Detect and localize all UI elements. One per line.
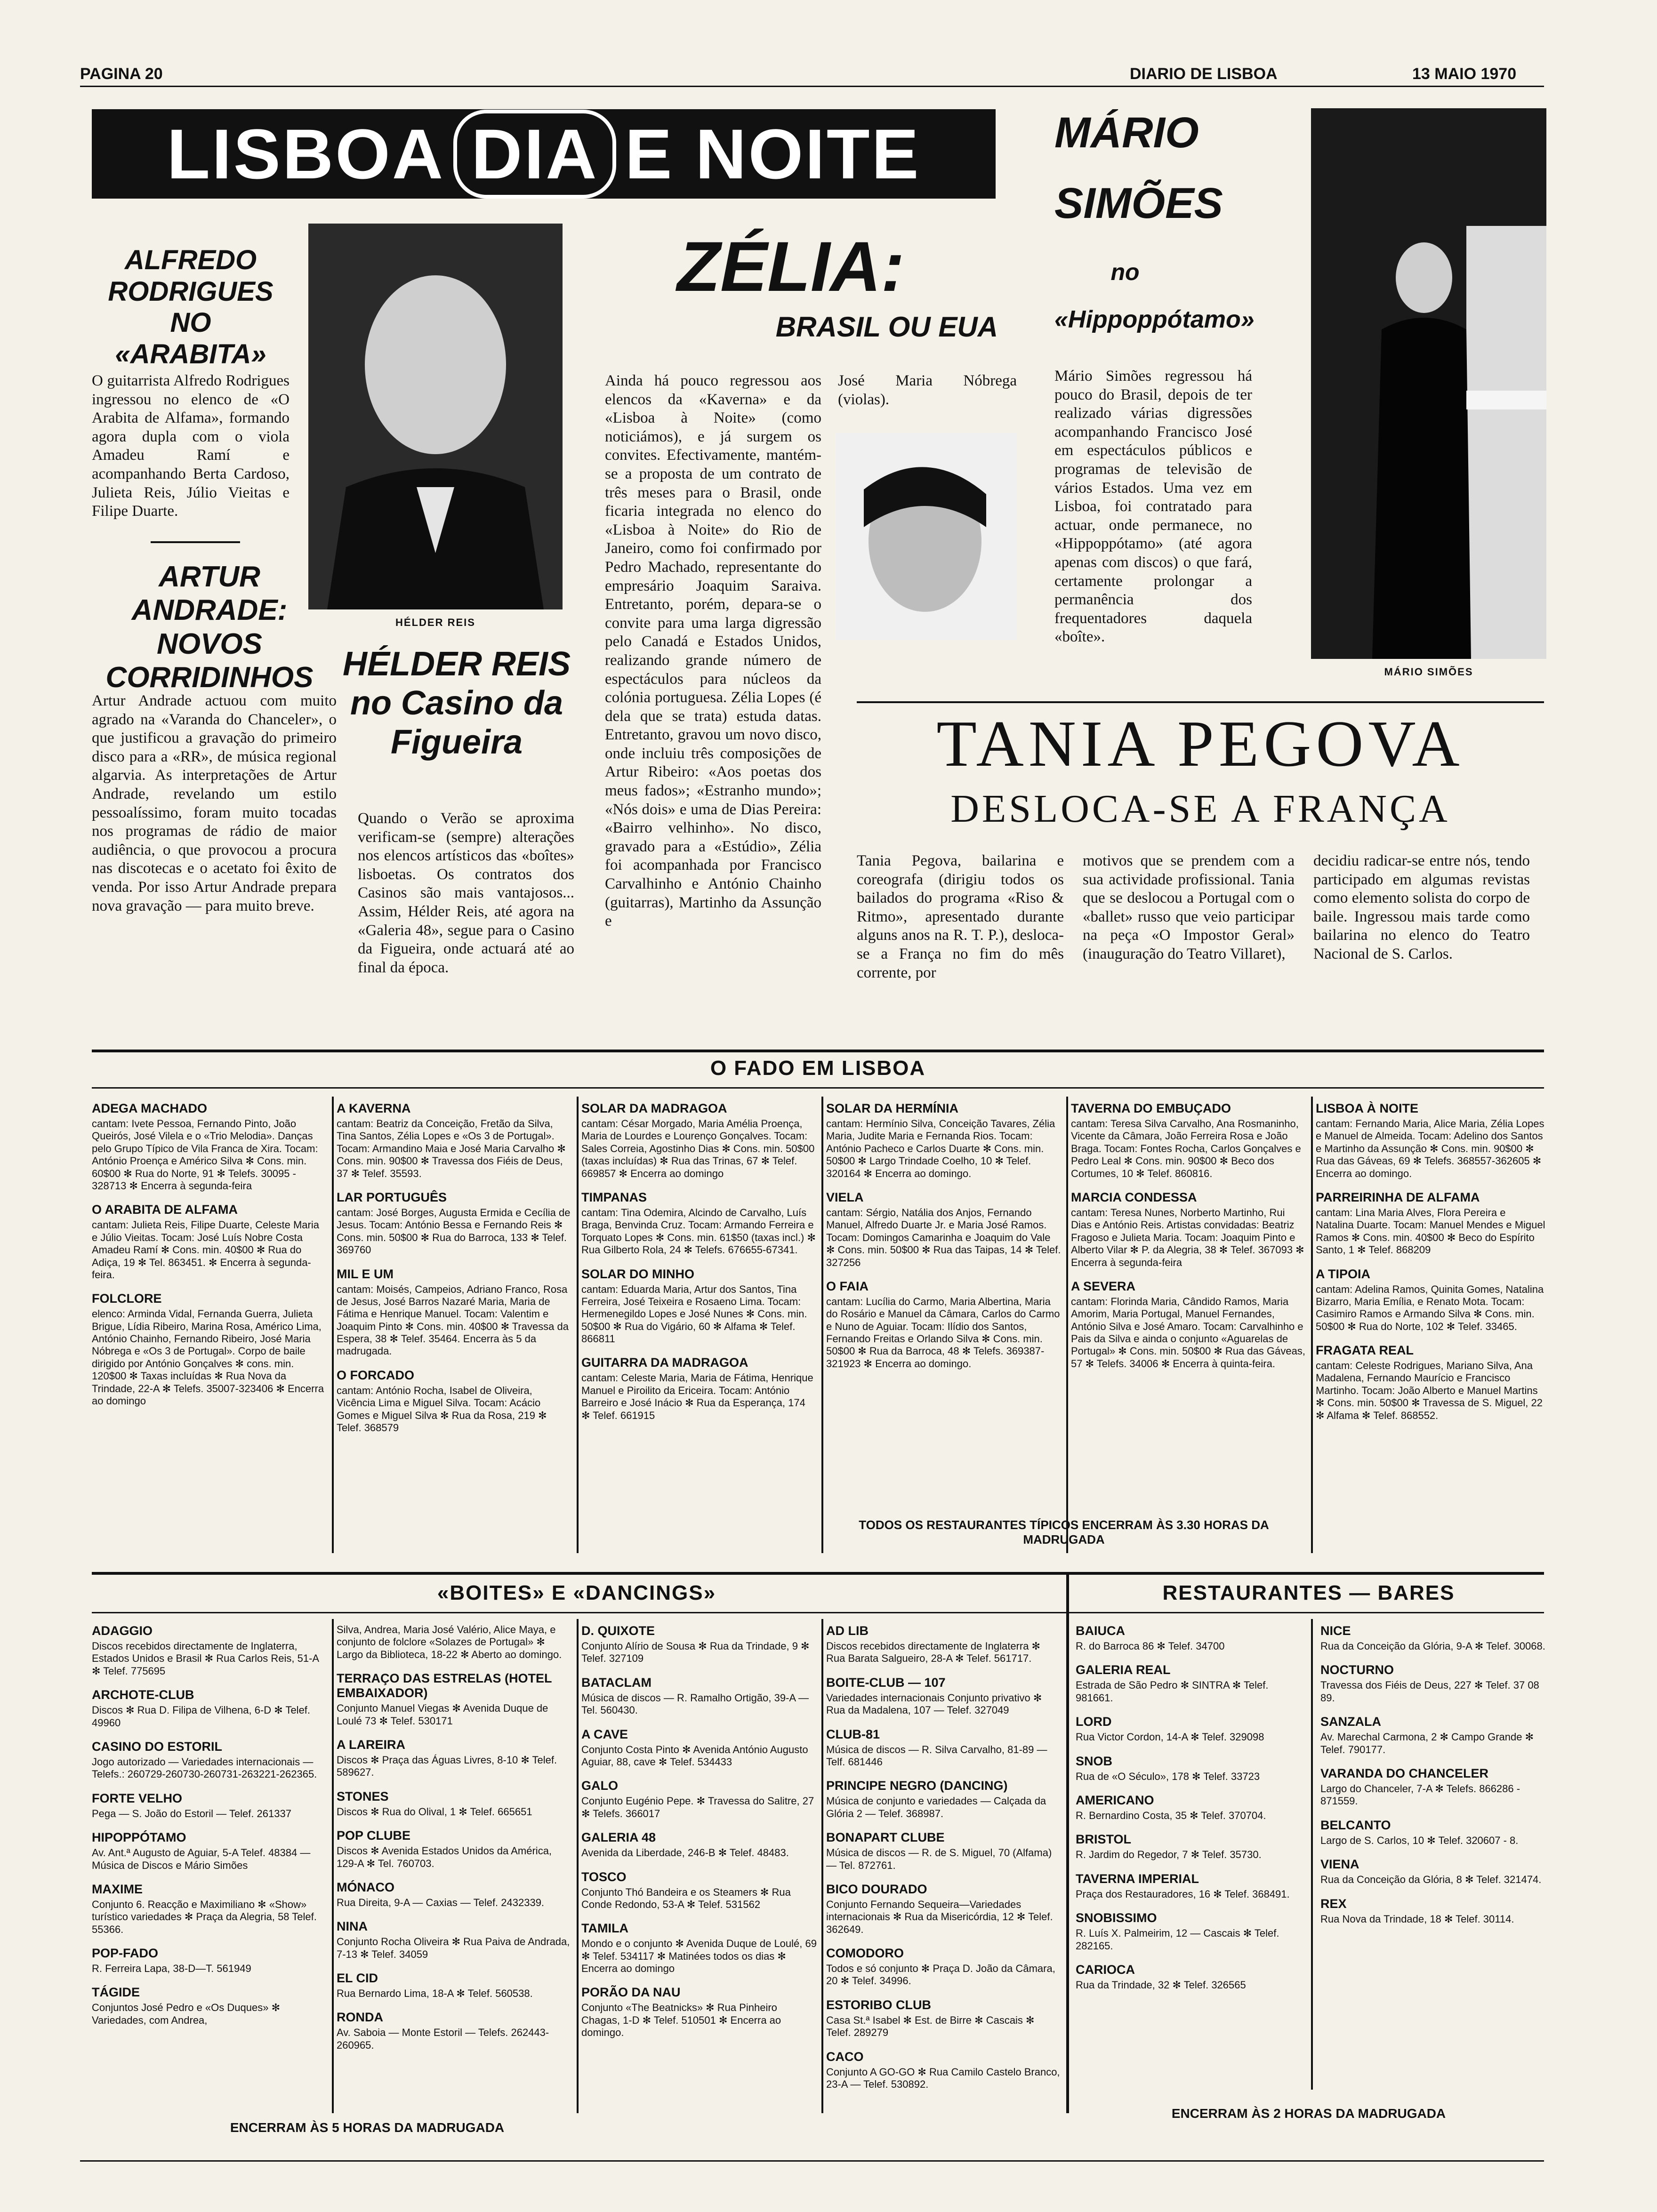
listing-name: GALERIA REAL [1076, 1663, 1171, 1677]
helder-body: Quando o Verão se aproxima verificam-se (sempre) alterações nos elencos artísticos das «boîtes» lisboetas. Os contratos dos Casinos são mais vantajosos... Assim, Hélder Reis, até agora na «Galeria 48», segue para o Casino da Figueira, onde actuará até ao final da época. [358, 810, 574, 976]
portrait-illustration [836, 433, 1017, 640]
listing-name: CACO [826, 2049, 864, 2064]
listing-entry [1071, 1101, 1306, 1180]
listing-details: elenco: Arminda Vidal, Fernanda Guerra, Julieta Brigue, Lídia Ribeiro, Marina Rosa, Américo Lima, António Chainho, Fernando Ribeiro, José Maria Nóbrega e «Os 3 de Portugal». Corpo de baile dirigido por António Gonçalves ✻ cons. min. 120$00 ✻ Taxas incluídas ✻ Rua Nova da Trindade, 22-A ✻ Telefs. 35007-323406 ✻ Encerra ao domingo [92, 1308, 324, 1407]
listing-name: SANZALA [1320, 1715, 1381, 1729]
listing-details: cantam: Julieta Reis, Filipe Duarte, Celeste Maria e Júlio Vieitas. Tocam: José Luís Nobre Costa Amadeu Ramí ✻ Cons. min. 40$00 ✻ Rua do Adiça, 19 ✻ Tel. 863451. ✻ Encerra à segunda-feira. [92, 1219, 319, 1281]
column-rule [821, 1619, 823, 2113]
listing-details: Rua Direita, 9-A — Caxias — Telef. 2432339. [337, 1896, 545, 1908]
listing-name: COMODORO [826, 1946, 904, 1961]
listing-entry [337, 1267, 572, 1358]
listing-entry [337, 1880, 572, 1909]
listing-details: Variedades internacionais Conjunto privativo ✻ Rua da Madalena, 107 — Telef. 327049 [826, 1691, 1042, 1716]
listing-details: Conjunto Alírio de Sousa ✻ Rua da Trindade, 9 ✻ Telef. 327109 [581, 1640, 810, 1665]
banner-right: E NOITE [625, 114, 921, 193]
listing-details: Discos ✻ Praça das Águas Livres, 8-10 ✻ Telef. 589627. [337, 1754, 557, 1779]
listing-details: Jogo autorizado — Variedades internacionais — Telefs.: 260729-260730-260731-263221-262365. [92, 1755, 317, 1780]
listing-details: Rua de «O Século», 178 ✻ Telef. 33723 [1076, 1770, 1260, 1782]
banner-left: LISBOA [167, 114, 445, 193]
listing-name: MÓNACO [337, 1880, 394, 1894]
listing-entry [1320, 1766, 1546, 1808]
listing-details: cantam: Sérgio, Natália dos Anjos, Fernando Manuel, Alfredo Duarte Jr. e Maria José Ramos. Tocam: Domingos Camarinha e Joaquim do Vale ✻ Cons. min. 50$00 ✻ Rua das Taipas, 14 ✻ Telef. 327256 [826, 1206, 1061, 1268]
listing-name: CASINO DO ESTORIL [92, 1739, 223, 1754]
listing-name: LAR PORTUGUÊS [337, 1190, 447, 1204]
listing-details: Conjunto A GO-GO ✻ Rua Camilo Castelo Branco, 23-A — Telef. 530892. [826, 2066, 1060, 2091]
listing-entry [581, 1190, 817, 1257]
listing-entry [1076, 1832, 1302, 1861]
listing-details: R. do Barroca 86 ✻ Telef. 34700 [1076, 1640, 1225, 1652]
listing-details: Conjunto Fernando Sequeira—Variedades internacionais ✻ Rua da Misericórdia, 12 ✻ Telef. 362649. [826, 1898, 1053, 1935]
listing-details: cantam: Beatriz da Conceição, Fretão da Silva, Tina Santos, Zélia Lopes e «Os 3 de Portugal». Tocam: Armandino Maia e José Maria Carvalho ✻ Cons. min. 90$00 ✻ Travessa dos Fiéis de Deus, 37 ✻ Telef. 35593. [337, 1118, 566, 1179]
listing-entry [826, 1101, 1062, 1180]
listing-details: Estrada de São Pedro ✻ SINTRA ✻ Telef. 981661. [1076, 1679, 1269, 1704]
listing-details: Silva, Andrea, Maria José Valério, Alice Maya, e conjunto de folclore «Solazes de Portugal» ✻ Largo da Biblioteca, 18-22 ✻ Aberto ao domingo. [337, 1624, 562, 1660]
listing-name: ARCHOTE-CLUB [92, 1688, 194, 1702]
listing-entry [1071, 1279, 1306, 1370]
column-rule [332, 1619, 334, 2113]
listing-name: GALERIA 48 [581, 1830, 656, 1845]
listing-name: O FAIA [826, 1279, 869, 1293]
fado-col-5 [1071, 1101, 1306, 1380]
divider [857, 701, 1544, 703]
listing-name: VARANDA DO CHANCELER [1320, 1766, 1488, 1780]
listing-details: cantam: Fernando Maria, Alice Maria, Zélia Lopes e Manuel de Almeida. Tocam: Adelino dos Santos e Martinho da Assunção ✻ Cons. min. 90$00 ✻ Rua das Gáveas, 69 ✻ Telefs. 368557-362605 ✻ Encerra ao domingo. [1316, 1118, 1544, 1179]
listing-entry [826, 1190, 1062, 1269]
listing-details: R. Bernardino Costa, 35 ✻ Telef. 370704. [1076, 1809, 1266, 1821]
listing-entry [337, 1919, 572, 1961]
listing-details: cantam: Adelina Ramos, Quinita Gomes, Natalina Bizarro, Maria Emília, e Renato Mota. Tocam: Casimiro Ramos e Armando Silva ✻ Cons. min. 50$00 ✻ Rua do Norte, 102 ✻ Telef. 33465. [1316, 1283, 1544, 1332]
boites-col-1 [92, 1624, 327, 2037]
listing-name: BRISTOL [1076, 1832, 1132, 1847]
boites-closing-note: ENCERRAM ÀS 5 HORAS DA MADRUGADA [230, 2120, 505, 2135]
listing-entry [581, 1921, 817, 1975]
section-rule [92, 1612, 1544, 1613]
listing-entry [581, 1355, 817, 1422]
listing-name: FORTE VELHO [92, 1791, 183, 1805]
section-rule [92, 1050, 1544, 1052]
mario-caption: MÁRIO SIMÕES [1384, 666, 1473, 678]
listing-entry [1076, 1715, 1302, 1743]
listing-details: cantam: Moisés, Campeios, Adriano Franco, Rosa de Jesus, José Barros Nazaré Maria, Maria de Fátima e Henrique Manuel. Tocam: Valentim e Joaquim Pinto ✻ Cons. min. 40$00 ✻ Travessa da Espera, 38 ✻ Telef. 35464. Encerra às 5 da madrugada. [337, 1283, 569, 1357]
listing-details: cantam: Teresa Nunes, Norberto Martinho, Rui Dias e António Reis. Artistas convidadas: Beatriz Fragoso e Julieta Maria. Tocam: Joaquim Pinto e Alberto Vilar ✻ P. da Alegria, 38 ✻ Telef. 367093 ✻ Encerra à segunda-feira [1071, 1206, 1304, 1268]
listing-details: Discos ✻ Rua D. Filipa de Vilhena, 6-D ✻ Telef. 49960 [92, 1704, 311, 1729]
listing-details: Av. Marechal Carmona, 2 ✻ Campo Grande ✻ Telef. 790177. [1320, 1731, 1534, 1755]
listing-entry [581, 1267, 817, 1346]
listing-entry [92, 1624, 327, 1677]
listing-entry [826, 1727, 1062, 1769]
listing-details: Discos recebidos directamente de Inglaterra, Estados Unidos e Brasil ✻ Rua Carlos Reis, 51-A ✻ Telef. 775695 [92, 1640, 319, 1677]
listing-entry [826, 1779, 1062, 1820]
listing-entry [337, 1789, 572, 1818]
listing-name: STONES [337, 1789, 389, 1803]
column-rule [332, 1097, 334, 1553]
listing-entry [337, 1101, 572, 1180]
portrait-illustration [308, 224, 563, 609]
mario-heading-3: no [1110, 259, 1140, 285]
listing-details: Pega — S. João do Estoril — Telef. 261337 [92, 1807, 291, 1819]
boites-title: «BOITES» E «DANCINGS» [437, 1581, 716, 1604]
column-rule [1066, 1572, 1069, 2113]
listing-name: A SEVERA [1071, 1279, 1136, 1293]
listing-name: PORÃO DA NAU [581, 1985, 681, 2000]
listing-name: A CAVE [581, 1727, 628, 1741]
listing-entry [1320, 1715, 1546, 1756]
listing-name: BELCANTO [1320, 1818, 1391, 1832]
listing-details: cantam: Teresa Silva Carvalho, Ana Rosmaninho, Vicente da Câmara, João Ferreira Rosa e João Braga. Tocam: Fontes Rocha, Carlos Gonçalves e Pedro Leal ✻ Cons. min. 90$00 ✻ Beco dos Cortumes, 10 ✻ Telef. 860816. [1071, 1118, 1301, 1179]
listing-details: Discos recebidos directamente de Inglaterra ✻ Rua Barata Salgueiro, 28-A ✻ Telef. 561717. [826, 1640, 1040, 1665]
listing-name: REX [1320, 1896, 1347, 1911]
listing-entry [1316, 1343, 1546, 1422]
mario-simoes-photo [1311, 108, 1546, 659]
fado-col-6 [1316, 1101, 1546, 1432]
boites-col-4 [826, 1624, 1062, 2101]
listing-details: Casa St.ª Isabel ✻ Est. de Birre ✻ Cascais ✻ Telef. 289279 [826, 2014, 1035, 2039]
listing-name: VIENA [1320, 1857, 1359, 1872]
listing-name: AMERICANO [1076, 1793, 1154, 1807]
listing-details: Música de conjunto e variedades — Calçada da Glória 2 — Telef. 368987. [826, 1795, 1046, 1819]
listing-entry [826, 1830, 1062, 1872]
fado-closing-note: TODOS OS RESTAURANTES TÍPICOS ENCERRAM ÀS 3.30 HORAS DA MADRUGADA [859, 1518, 1269, 1547]
listing-details: Av. Saboia — Monte Estoril — Telefs. 262443-260965. [337, 2027, 549, 2051]
listing-entry [581, 1675, 817, 1717]
fado-col-1 [92, 1101, 327, 1418]
listing-details: Rua Nova da Trindade, 18 ✻ Telef. 30114. [1320, 1913, 1514, 1925]
listing-details: Discos ✻ Rua do Olival, 1 ✻ Telef. 665651 [337, 1805, 532, 1818]
listing-name: NINA [337, 1919, 368, 1934]
issue-date: 13 MAIO 1970 [1412, 65, 1517, 83]
listing-name: MARCIA CONDESSA [1071, 1190, 1197, 1204]
listing-name: POP-FADO [92, 1946, 159, 1961]
listing-details: cantam: António Rocha, Isabel de Oliveira, Vicência Lima e Miguel Silva. Tocam: Acácio Gomes e Miguel Silva ✻ Rua da Rosa, 219 ✻ Telef. 368579 [337, 1384, 547, 1434]
listing-name: CLUB-81 [826, 1727, 880, 1741]
listing-name: VIELA [826, 1190, 864, 1204]
listing-entry [826, 1624, 1062, 1665]
helder-heading: HÉLDER REIS no Casino da Figueira [342, 645, 571, 761]
listing-name: A LAREIRA [337, 1737, 405, 1752]
alfredo-body: O guitarrista Alfredo Rodrigues ingressou no elenco de «O Arabita de Alfama», formando agora dupla com o viola Amadeu Ramí e acompanhando Berta Cardoso, Julieta Reis, Júlio Vieitas e Filipe Duarte. [92, 372, 290, 520]
listing-details: Música de discos — R. Ramalho Ortigão, 39-A — Tel. 560430. [581, 1691, 809, 1716]
listing-entry [337, 2010, 572, 2052]
listing-entry [337, 1971, 572, 2000]
listing-entry [1320, 1897, 1546, 1925]
listing-name: TAVERNA DO EMBUÇADO [1071, 1101, 1231, 1115]
listing-entry [1071, 1190, 1306, 1269]
listing-entry [337, 1190, 572, 1257]
listing-details: Música de discos — R. de S. Miguel, 70 (Alfama) — Tel. 872761. [826, 1847, 1052, 1871]
listing-details: Conjunto Costa Pinto ✻ Avenida António Augusto Aguiar, 88, cave ✻ Telef. 534433 [581, 1743, 808, 1768]
column-rule [821, 1097, 823, 1553]
listing-details: cantam: Lina Maria Alves, Flora Pereira e Natalina Duarte. Tocam: Manuel Mendes e Miguel Ramos ✻ Cons. min. 40$00 ✻ Beco do Espírito Santo, 1 ✻ Telef. 868209 [1316, 1206, 1545, 1256]
listing-name: GUITARRA DA MADRAGOA [581, 1355, 748, 1370]
listing-name: A TIPOIA [1316, 1266, 1371, 1281]
listing-name: SOLAR DO MINHO [581, 1266, 694, 1281]
listing-details: Rua Bernardo Lima, 18-A ✻ Telef. 560538. [337, 1988, 533, 2000]
listing-details: Travessa dos Fiéis de Deus, 227 ✻ Telef. 37 08 89. [1320, 1679, 1539, 1704]
listing-details: Rua da Conceição da Glória, 8 ✻ Telef. 321474. [1320, 1874, 1542, 1886]
listing-entry [581, 1830, 817, 1859]
mario-body: Mário Simões regressou há pouco do Brasil, depois de ter realizado várias digressões acompanhando Francisco José em espectáculos públicos e programas de televisão de vários Estados. Uma vez em Lisboa, foi contratado para actuar, onde permanece, no «Hippoppótamo» (até agora apenas com discos) o que fará, certamente prolongar a permanência dos frequentadores daquela «boîte». [1054, 368, 1252, 646]
listing-entry [337, 1671, 572, 1727]
listing-name: HIPOPPÓTAMO [92, 1830, 186, 1845]
listing-details: R. Ferreira Lapa, 38-D—T. 561949 [92, 1963, 251, 1975]
zelia-subheading: BRASIL OU EUA [775, 311, 998, 343]
listing-name: ADAGGIO [92, 1624, 153, 1638]
listing-name: PRINCIPE NEGRO (DANCING) [826, 1779, 1008, 1793]
listing-name: BOITE-CLUB — 107 [826, 1675, 946, 1690]
listing-details: Largo de S. Carlos, 10 ✻ Telef. 320607 - 8. [1320, 1834, 1519, 1846]
listing-details: Conjunto 6. Reacção e Maximiliano ✻ «Show» turístico variedades ✻ Praça da Alegria, 58 Telef. 55366. [92, 1898, 317, 1935]
listing-name: RONDA [337, 2010, 383, 2025]
listing-entry [1076, 1663, 1302, 1704]
banner-middle: DIA [453, 110, 616, 199]
boites-col-3 [581, 1624, 817, 2050]
column-rule [577, 1097, 579, 1553]
listing-entry [337, 1828, 572, 1870]
listing-name: ADEGA MACHADO [92, 1101, 207, 1115]
listing-name: A KAVERNA [337, 1101, 411, 1115]
listing-name: SNOB [1076, 1754, 1113, 1768]
page-number: PAGINA 20 [80, 65, 163, 83]
listing-details: Música de discos — R. Silva Carvalho, 81-89 — Telf. 681446 [826, 1743, 1047, 1768]
listing-entry [1320, 1818, 1546, 1847]
column-rule [1311, 1619, 1313, 2090]
listing-entry [337, 1368, 572, 1435]
listing-details: cantam: Eduarda Maria, Artur dos Santos, Tina Ferreira, José Teixeira e Rosaeno Lima. Tocam: Hermenegildo Lopes e José Nunes ✻ Cons. min. 50$00 ✻ Rua do Vigário, 60 ✻ Alfama ✻ Telef. 866811 [581, 1283, 807, 1345]
tania-heading: TANIA PEGOVA [936, 707, 1464, 780]
listing-name: TAMILA [581, 1921, 628, 1936]
listing-details: cantam: Hermínio Silva, Conceição Tavares, Zélia Maria, Judite Maria e Fernanda Rios. Tocam: António Pacheco e Carlos Duarte ✻ Cons. min. 50$00 ✻ Largo Trindade Coelho, 10 ✻ Telef. 320164 ✻ Encerra ao domingo. [826, 1118, 1055, 1179]
listing-entry [826, 1998, 1062, 2039]
listing-name: NICE [1320, 1624, 1351, 1638]
listing-details: R. Jardim do Regedor, 7 ✻ Telef. 35730. [1076, 1849, 1262, 1861]
listing-name: SNOBISSIMO [1076, 1911, 1157, 1925]
listing-details: cantam: Ivete Pessoa, Fernando Pinto, João Queirós, José Vilela e o «Trio Melodia». Danças pelo Grupo Típico de Vila Franca de Xira. Tocam: António Proença e Américo Silva ✻ Cons. min. 60$00 ✻ Rua do Norte, 91 ✻ Telefs. 30095 - 328713 ✻ Encerra à segunda-feira [92, 1118, 318, 1192]
listing-name: SOLAR DA MADRAGOA [581, 1101, 727, 1115]
performer-illustration [1311, 108, 1546, 659]
listing-name: O FORCADO [337, 1368, 414, 1382]
listing-entry [92, 1985, 327, 2027]
listing-entry [337, 1738, 572, 1779]
divider [151, 541, 240, 543]
listing-entry [92, 1739, 327, 1781]
listing-details: Conjunto Manuel Viegas ✻ Avenida Duque de Loulé 73 ✻ Telef. 530171 [337, 1702, 548, 1727]
header-rule [80, 86, 1544, 87]
listing-details: cantam: Lucília do Carmo, Maria Albertina, Maria do Rosário e Manuel da Câmara, Carlos do Carmo e Nuno de Aguiar. Tocam: Ilídio dos Santos, Fernando Freitas e Orlando Silva ✻ Cons. min. 50$00 ✻ Rua da Barroca, 48 ✻ Telefs. 369387-321923 ✻ Encerra ao domingo. [826, 1295, 1060, 1370]
listing-entry [1316, 1190, 1546, 1257]
restaurantes-col-1 [1076, 1624, 1302, 2002]
fado-col-4 [826, 1101, 1062, 1380]
listing-entry [826, 1882, 1062, 1936]
listing-entry [1316, 1267, 1546, 1333]
helder-caption: HÉLDER REIS [395, 617, 475, 628]
listing-entry [581, 1985, 817, 2039]
listing-name: TÁGIDE [92, 1985, 140, 2000]
restaurantes-closing-note: ENCERRAM ÀS 2 HORAS DA MADRUGADA [1171, 2106, 1446, 2121]
listing-name: BAIUCA [1076, 1624, 1125, 1638]
tania-col2: motivos que se prendem com a sua actividade profissional. Tania que se deslocou a Portugal com o «ballet» russo que veio participar na peça «O Impostor Geral» (inauguração do Teatro Villaret), [1083, 852, 1295, 962]
fado-title: O FADO EM LISBOA [710, 1057, 926, 1080]
mario-heading-2: SIMÕES [1054, 179, 1223, 227]
listing-name: BONAPART CLUBE [826, 1830, 945, 1845]
listing-details: Largo do Chanceler, 7-A ✻ Telefs. 866286 - 871559. [1320, 1782, 1520, 1807]
listing-name: LISBOA À NOITE [1316, 1101, 1419, 1115]
listing-entry [581, 1624, 817, 1665]
listing-details: cantam: César Morgado, Maria Amélia Proença, Maria de Lourdes e Lourenço Gonçalves. Tocam: Sales Correia, Agostinho Dias ✻ Cons. min. 50$00 (taxas incluídas) ✻ Rua das Trinas, 67 ✻ Telef. 669857 ✻ Encerra ao domingo [581, 1118, 815, 1179]
listing-details: Rua Victor Cordon, 14-A ✻ Telef. 329098 [1076, 1731, 1264, 1743]
listing-name: ESTORIBO CLUB [826, 1997, 932, 2012]
listing-details: Todos e só conjunto ✻ Praça D. João da Câmara, 20 ✻ Telef. 34996. [826, 1963, 1055, 1987]
listing-name: POP CLUBE [337, 1828, 411, 1843]
listing-name: MIL E UM [337, 1266, 394, 1281]
listing-entry [92, 1291, 327, 1407]
listing-entry [92, 1830, 327, 1872]
listing-name: EL CID [337, 1971, 378, 1986]
listing-entry [581, 1779, 817, 1820]
listing-name: NOCTURNO [1320, 1663, 1394, 1677]
listing-name: BATACLAM [581, 1675, 652, 1690]
listing-name: AD LIB [826, 1624, 869, 1638]
listing-details: Mondo e o conjunto ✻ Avenida Duque de Loulé, 69 ✻ Telef. 534117 ✻ Matinées todos os dias ✻ Encerra ao domingo [581, 1938, 817, 1975]
zelia-photo [836, 433, 1017, 640]
restaurantes-col-2 [1320, 1624, 1546, 1936]
listing-name: MAXIME [92, 1882, 143, 1896]
artur-body: Artur Andrade actuou com muito agrado na «Varanda do Chanceler», o que justificou a gravação do primeiro disco para a «RR», de música regional algarvia. As interpretações de Artur Andrade, revelando um estilo pessoalíssimo, foram muito tocadas nos programas de rádio de maior audiência, o que provocou a procura nas discotecas e o acetato foi êxito de venda. Por isso Artur Andrade prepara nova gravação — para muito breve. [92, 692, 337, 914]
listing-name: BICO DOURADO [826, 1882, 927, 1896]
section-rule [92, 1572, 1544, 1575]
listing-name: TOSCO [581, 1869, 627, 1884]
listing-details: Conjunto Eugénio Pepe. ✻ Travessa do Salitre, 27 ✻ Telefs. 366017 [581, 1795, 814, 1819]
listing-name: TAVERNA IMPERIAL [1076, 1871, 1199, 1886]
section-banner [92, 109, 996, 199]
listing-entry [92, 1882, 327, 1936]
listing-details: Conjunto Thó Bandeira e os Steamers ✻ Rua Conde Redondo, 53-A ✻ Telef. 531562 [581, 1886, 791, 1910]
listing-entry [1076, 1963, 1302, 1991]
listing-name: D. QUIXOTE [581, 1624, 655, 1638]
listing-details: Conjuntos José Pedro e «Os Duques» ✻ Variedades, com Andrea, [92, 2002, 280, 2026]
listing-name: TIMPANAS [581, 1190, 647, 1204]
zelia-body: Ainda há pouco regressou aos elencos da «Kaverna» e da «Lisboa à Noite» (como noticiámos), e já surgem os convites. Efectivamente, mantém-se a proposta de um contrato de três meses para o Brasil, onde ficaria integrada no elenco do «Lisboa à Noite» do Rio de Janeiro, como foi confirmado por Pedro Machado, representante do empresário Joaquim Saraiva. Entretanto, porém, depara-se o convite para uma larga digressão pelo Canadá e Estados Unidos, realizando grande número de espectáculos para núcleos da colónia portuguesa. Zélia Lopes (é dela que se trata) estuda datas. Entretanto, gravou um novo disco, onde incluiu três composições de Artur Ribeiro: «Aos poetas dos meus fados»; «Estranho mundo»; «Nós dois» e uma de Dias Pereira: «Bairro velhinho». No disco, gravado para a «Estúdio», Zélia foi acompanhada por Francisco Carvalhinho e António Chainho (guitarras), Martinho da Assunção e [605, 372, 821, 930]
listing-entry [92, 1202, 327, 1281]
listing-details: Discos ✻ Avenida Estados Unidos da América, 129-A ✻ Tel. 760703. [337, 1845, 552, 1869]
listing-details: cantam: Florinda Maria, Cândido Ramos, Maria Amorim, Maria Portugal, Manuel Fernandes, António Silva e José Amaro. Tocam: Carvalhinho e Pais da Silva e ainda o conjunto «Aguarelas de Portugal» ✻ Cons. min. 50$00 ✻ Rua das Gáveas, 57 ✻ Telefs. 34006 ✻ Encerra à quinta-feira. [1071, 1295, 1305, 1370]
fado-col-3 [581, 1101, 817, 1432]
listing-details: Av. Ant.ª Augusto de Aguiar, 5-A Telef. 48384 — Música de Discos e Mário Simões [92, 1847, 311, 1871]
listing-entry [1316, 1101, 1546, 1180]
listing-entry [92, 1946, 327, 1975]
listing-details: Rua da Conceição da Glória, 9-A ✻ Telef. 30068. [1320, 1640, 1545, 1652]
listing-details: cantam: Celeste Rodrigues, Mariano Silva, Ana Madalena, Fernando Maurício e Francisco Martinho. Tocam: João Alberto e Manuel Martins ✻ Cons. min. 50$00 ✻ Travessa de S. Miguel, 22 ✻ Alfama ✻ Telef. 868552. [1316, 1360, 1543, 1421]
bottom-rule [80, 2160, 1544, 2162]
listing-name: CARIOCA [1076, 1962, 1135, 1977]
listing-name: FRAGATA REAL [1316, 1343, 1414, 1358]
listing-entry [1320, 1663, 1546, 1704]
listing-name: LORD [1076, 1715, 1112, 1729]
listing-details: Conjunto Rocha Oliveira ✻ Rua Paiva de Andrada, 7-13 ✻ Telef. 34059 [337, 1936, 570, 1960]
listing-entry [1076, 1754, 1302, 1783]
mario-heading-4: «Hippoppótamo» [1054, 306, 1255, 333]
artur-heading: ARTUR ANDRADE: NOVOS CORRIDINHOS [105, 561, 314, 694]
listing-entry [92, 1688, 327, 1729]
newspaper-name: DIARIO DE LISBOA [1130, 65, 1278, 83]
listing-entry [1076, 1872, 1302, 1900]
listing-details: R. Luís X. Palmeirim, 12 — Cascais ✻ Telef. 282165. [1076, 1927, 1279, 1952]
listing-details: cantam: Tina Odemira, Alcindo de Carvalho, Luís Braga, Benvinda Cruz. Tocam: Armando Ferreira e Torquato Lopes ✻ Cons. min. 61$50 (taxas incl.) ✻ Rua Gilberto Rola, 24 ✻ Telefs. 676655-67341. [581, 1206, 816, 1256]
column-rule [577, 1619, 579, 2113]
listing-entry [1076, 1911, 1302, 1952]
section-rule [92, 1087, 1544, 1089]
listing-entry [92, 1791, 327, 1820]
restaurantes-title: RESTAURANTES — BARES [1162, 1581, 1455, 1604]
listing-entry [581, 1101, 817, 1180]
listing-entry [581, 1870, 817, 1911]
listing-entry [337, 1624, 572, 1661]
listing-details: Rua da Trindade, 32 ✻ Telef. 326565 [1076, 1979, 1246, 1991]
listing-entry [92, 1101, 327, 1192]
boites-col-2 [337, 1624, 572, 2062]
mario-heading-1: MÁRIO [1054, 109, 1199, 157]
listing-details: cantam: Celeste Maria, Maria de Fátima, Henrique Manuel e Piroilito da Ericeira. Tocam: António Barreiro e José Inácio ✻ Rua da Esperança, 174 ✻ Telef. 661915 [581, 1372, 813, 1421]
listing-details: Avenida da Liberdade, 246-B ✻ Telef. 48483. [581, 1847, 789, 1859]
listing-entry [826, 1279, 1062, 1370]
tania-subheading: DESLOCA-SE A FRANÇA [950, 787, 1450, 831]
column-rule [1066, 1097, 1068, 1553]
helder-reis-photo [308, 224, 563, 609]
listing-entry [826, 2050, 1062, 2091]
listing-name: PARREIRINHA DE ALFAMA [1316, 1190, 1480, 1204]
listing-entry [1076, 1624, 1302, 1652]
listing-entry [826, 1946, 1062, 1988]
fado-col-2 [337, 1101, 572, 1444]
listing-details: cantam: José Borges, Augusta Ermida e Cecília de Jesus. Tocam: António Bessa e Fernando Reis ✻ Cons. min. 50$00 ✻ Rua do Barroca, 133 ✻ Telef. 369760 [337, 1206, 571, 1256]
tania-col1: Tania Pegova, bailarina e coreografa (dirigiu todos os bailados do programa «Riso & Ritmo», apresentado durante alguns anos na R. T. P.), desloca-se a França no fim do mês corrente, por [857, 852, 1064, 981]
listing-name: O ARABITA DE ALFAMA [92, 1202, 238, 1217]
tania-col3: decidiu radicar-se entre nós, tendo participado em algumas revistas como elemento solista do corpo de baile. Ingressou mais tarde como bailarina no elenco do Teatro Nacional de S. Carlos. [1313, 852, 1530, 962]
listing-name: SOLAR DA HERMÍNIA [826, 1101, 958, 1115]
listing-entry [1076, 1793, 1302, 1822]
listing-name: GALO [581, 1779, 618, 1793]
listing-entry [826, 1675, 1062, 1717]
listing-entry [1320, 1624, 1546, 1652]
zelia-heading: ZÉLIA: [677, 227, 905, 306]
column-rule [1311, 1097, 1313, 1553]
listing-entry [581, 1727, 817, 1769]
listing-details: Conjunto «The Beatnicks» ✻ Rua Pinheiro Chagas, 1-D ✻ Telef. 510501 ✻ Encerra ao domingo. [581, 2002, 781, 2039]
alfredo-heading: ALFREDO RODRIGUES NO «ARABITA» [108, 245, 273, 370]
listing-name: TERRAÇO DAS ESTRELAS (HOTEL EMBAIXADOR) [337, 1671, 552, 1700]
zelia-body-continued: José Maria Nóbrega (violas). [838, 372, 1017, 408]
listing-name: FOLCLORE [92, 1291, 162, 1306]
listing-entry [1320, 1857, 1546, 1886]
listing-details: Praça dos Restauradores, 16 ✻ Telef. 368491. [1076, 1888, 1290, 1900]
